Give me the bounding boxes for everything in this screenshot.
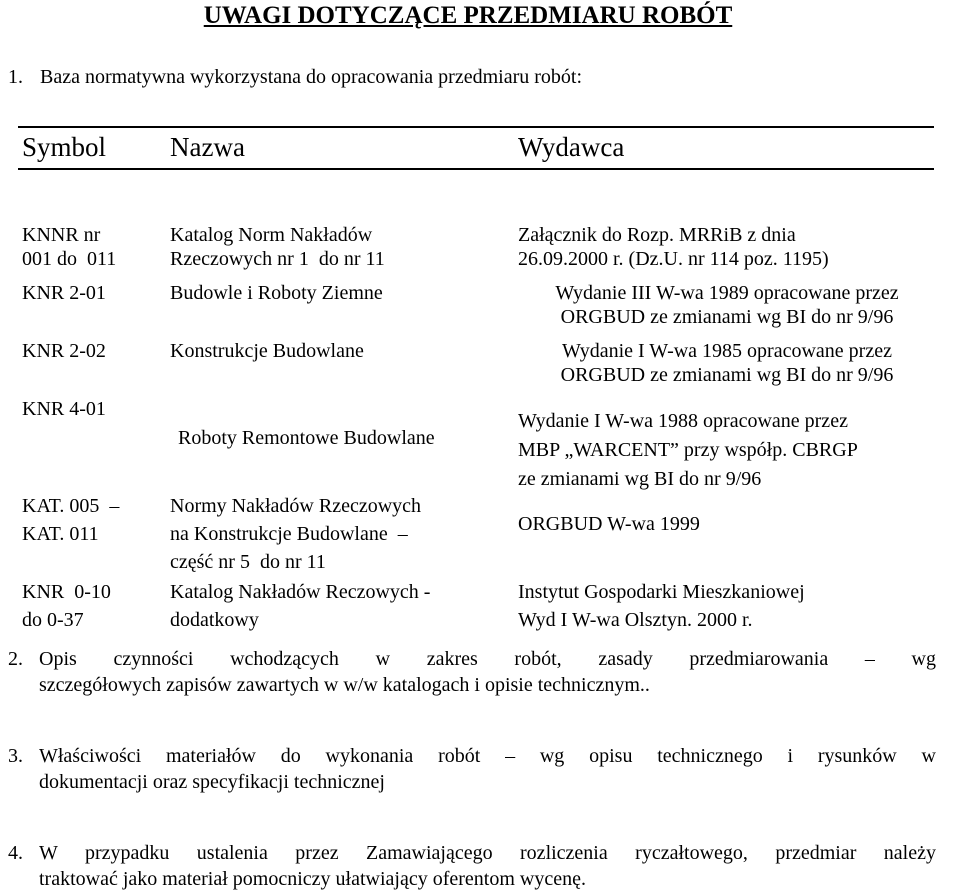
row-3-symbol: KNR 2-02 — [22, 340, 106, 362]
row-3-nazwa: Konstrukcje Budowlane — [170, 340, 364, 362]
header-nazwa: Nazwa — [170, 132, 245, 162]
section-1-text: Baza normatywna wykorzystana do opracowania przedmiaru robót: — [40, 66, 583, 88]
header-symbol: Symbol — [22, 132, 107, 162]
section-4-paragraph — [8, 840, 936, 892]
row-2-wydawca: Wydanie III W-wa 1989 opracowane przez ORGBUD ze zmianami wg BI do nr 9/96 — [555, 282, 899, 328]
row-5-symbol: KAT. 005 – KAT. 011 — [22, 495, 120, 545]
section-4-line-2: traktować jako materiał pomocniczy ułatwiający oferentom wycenę. — [39, 868, 586, 890]
section-3-line-2: dokumentacji oraz specyfikacji technicznej — [39, 771, 385, 793]
row-5-wydawca: ORGBUD W-wa 1999 — [518, 513, 700, 535]
row-1-symbol: KNNR nr 001 do 011 — [22, 224, 117, 270]
row-1-wydawca: Załącznik do Rozp. MRRiB z dnia 26.09.2000 r. (Dz.U. nr 114 poz. 1195) — [518, 224, 829, 270]
row-6-symbol: KNR 0-10 do 0-37 — [22, 581, 111, 631]
document-title: UWAGI DOTYCZĄCE PRZEDMIARU ROBÓT — [203, 2, 733, 29]
row-2-symbol: KNR 2-01 — [22, 282, 106, 304]
section-1-heading — [8, 66, 582, 89]
row-6-nazwa: Katalog Nakładów Reczowych - dodatkowy — [170, 581, 431, 631]
row-5-nazwa: Normy Nakładów Rzeczowych na Konstrukcje Budowlane – część nr 5 do nr 11 — [170, 495, 422, 573]
section-3-paragraph — [8, 743, 936, 795]
header-wydawca: Wydawca — [518, 132, 625, 162]
section-2-line-2: szczegółowych zapisów zawartych w w/w katalogach i opisie technicznym.. — [39, 674, 650, 696]
table-top-border — [18, 126, 934, 128]
section-2-paragraph — [8, 646, 936, 698]
header-bottom-border — [18, 168, 934, 170]
row-4-wydawca: Wydanie I W-wa 1988 opracowane przez MBP „WARCENT” przy współp. CBRGP ze zmianami wg BI do nr 9/96 — [518, 410, 858, 490]
row-4-nazwa: Roboty Remontowe Budowlane — [178, 427, 435, 449]
section-3-number: 3. — [8, 745, 23, 767]
row-3-wydawca: Wydanie I W-wa 1985 opracowane przez ORGBUD ze zmianami wg BI do nr 9/96 — [560, 340, 894, 386]
section-2-number: 2. — [8, 648, 23, 670]
row-4-symbol: KNR 4-01 — [22, 398, 106, 420]
row-1-nazwa: Katalog Norm Nakładów Rzeczowych nr 1 do nr 11 — [170, 224, 385, 270]
section-4-line-1: W przypadku ustalenia przez Zamawiającego rozliczenia ryczałtowego, przedmiar należy — [39, 842, 936, 864]
section-4-number: 4. — [8, 842, 23, 864]
row-6-wydawca: Instytut Gospodarki Mieszkaniowej Wyd I W-wa Olsztyn. 2000 r. — [518, 581, 805, 631]
section-3-line-1: Właściwości materiałów do wykonania robót – wg opisu technicznego i rysunków w — [39, 745, 936, 767]
section-1-number: 1. — [8, 66, 23, 88]
section-2-line-1: Opis czynności wchodzących w zakres robót, zasady przedmiarowania – wg — [39, 648, 936, 670]
row-2-nazwa: Budowle i Roboty Ziemne — [170, 282, 383, 304]
